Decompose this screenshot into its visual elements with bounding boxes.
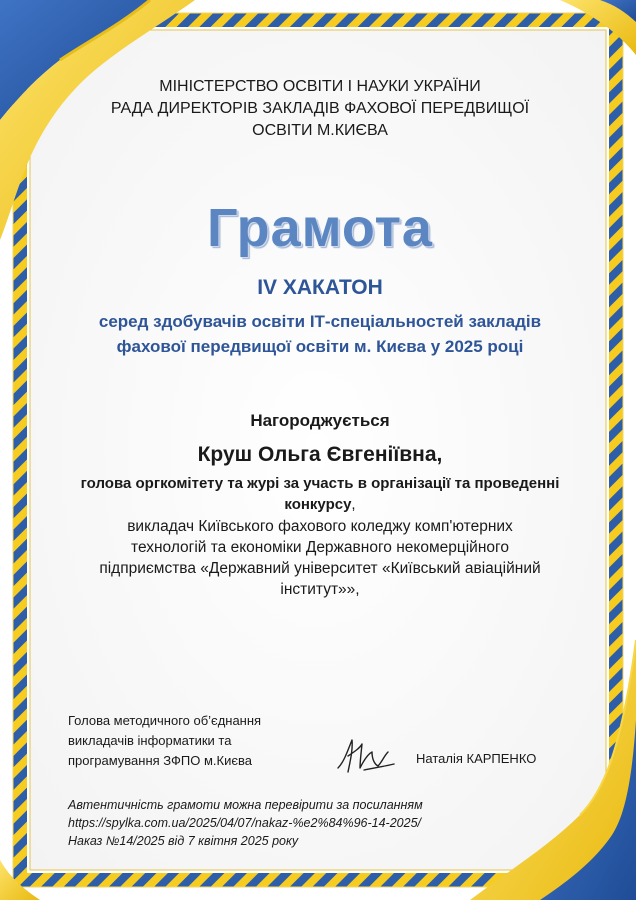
header-line: ОСВІТИ М.КИЄВА (252, 122, 388, 139)
description-line: технологій та економіки Державного некомерційного (131, 539, 509, 556)
event-subtitle (60, 309, 580, 359)
verification-line: Наказ №14/2025 від 7 квітня 2025 року (68, 834, 299, 848)
description-line: підприємства «Державний університет «Київський авіаційний (99, 560, 541, 577)
recipient-name: Круш Ольга Євгеніївна, (197, 443, 443, 466)
certificate-title: Грамота (207, 198, 433, 258)
subtitle-line: серед здобувачів освіти ІТ-спеціальностей закладів (98, 312, 542, 331)
header-line: МІНІСТЕРСТВО ОСВІТИ І НАУКИ УКРАЇНИ (159, 78, 481, 95)
event-name: IV ХАКАТОН (257, 276, 383, 299)
description-line: викладач Київського фахового коледжу комп'ютерних (127, 518, 513, 535)
header-line: РАДА ДИРЕКТОРІВ ЗАКЛАДІВ ФАХОВОЇ ПЕРЕДВИЩОЇ (110, 100, 530, 117)
signatory-position (68, 711, 261, 771)
verification-note (68, 796, 423, 850)
awarded-label: Нагороджується (250, 411, 390, 430)
recipient-role (50, 473, 590, 515)
recipient-description (50, 516, 590, 600)
verification-line: Автентичність грамоти можна перевірити за посиланням (68, 798, 423, 812)
role-line: голова оргкомітету та журі за участь в організації та проведенні (80, 475, 560, 492)
subtitle-line: фахової передвищої освіти м. Києва у 2025 році (116, 337, 524, 356)
ministry-header (60, 76, 580, 142)
position-line: програмування ЗФПО м.Києва (68, 753, 252, 768)
role-line (50, 494, 590, 515)
role-line-text: конкурсу (284, 496, 352, 513)
position-line: Голова методичного об’єднання (68, 713, 262, 728)
description-line: інститут»», (280, 581, 360, 598)
verification-link[interactable]: https://spylka.com.ua/2025/04/07/nakaz-%e2%84%96-14-2025/ (68, 816, 422, 830)
position-line: викладачів інформатики та (68, 733, 232, 748)
handwritten-signature-icon (334, 734, 398, 776)
role-trailing-comma: , (351, 496, 356, 513)
signatory-name: Наталія КАРПЕНКО (416, 751, 537, 766)
